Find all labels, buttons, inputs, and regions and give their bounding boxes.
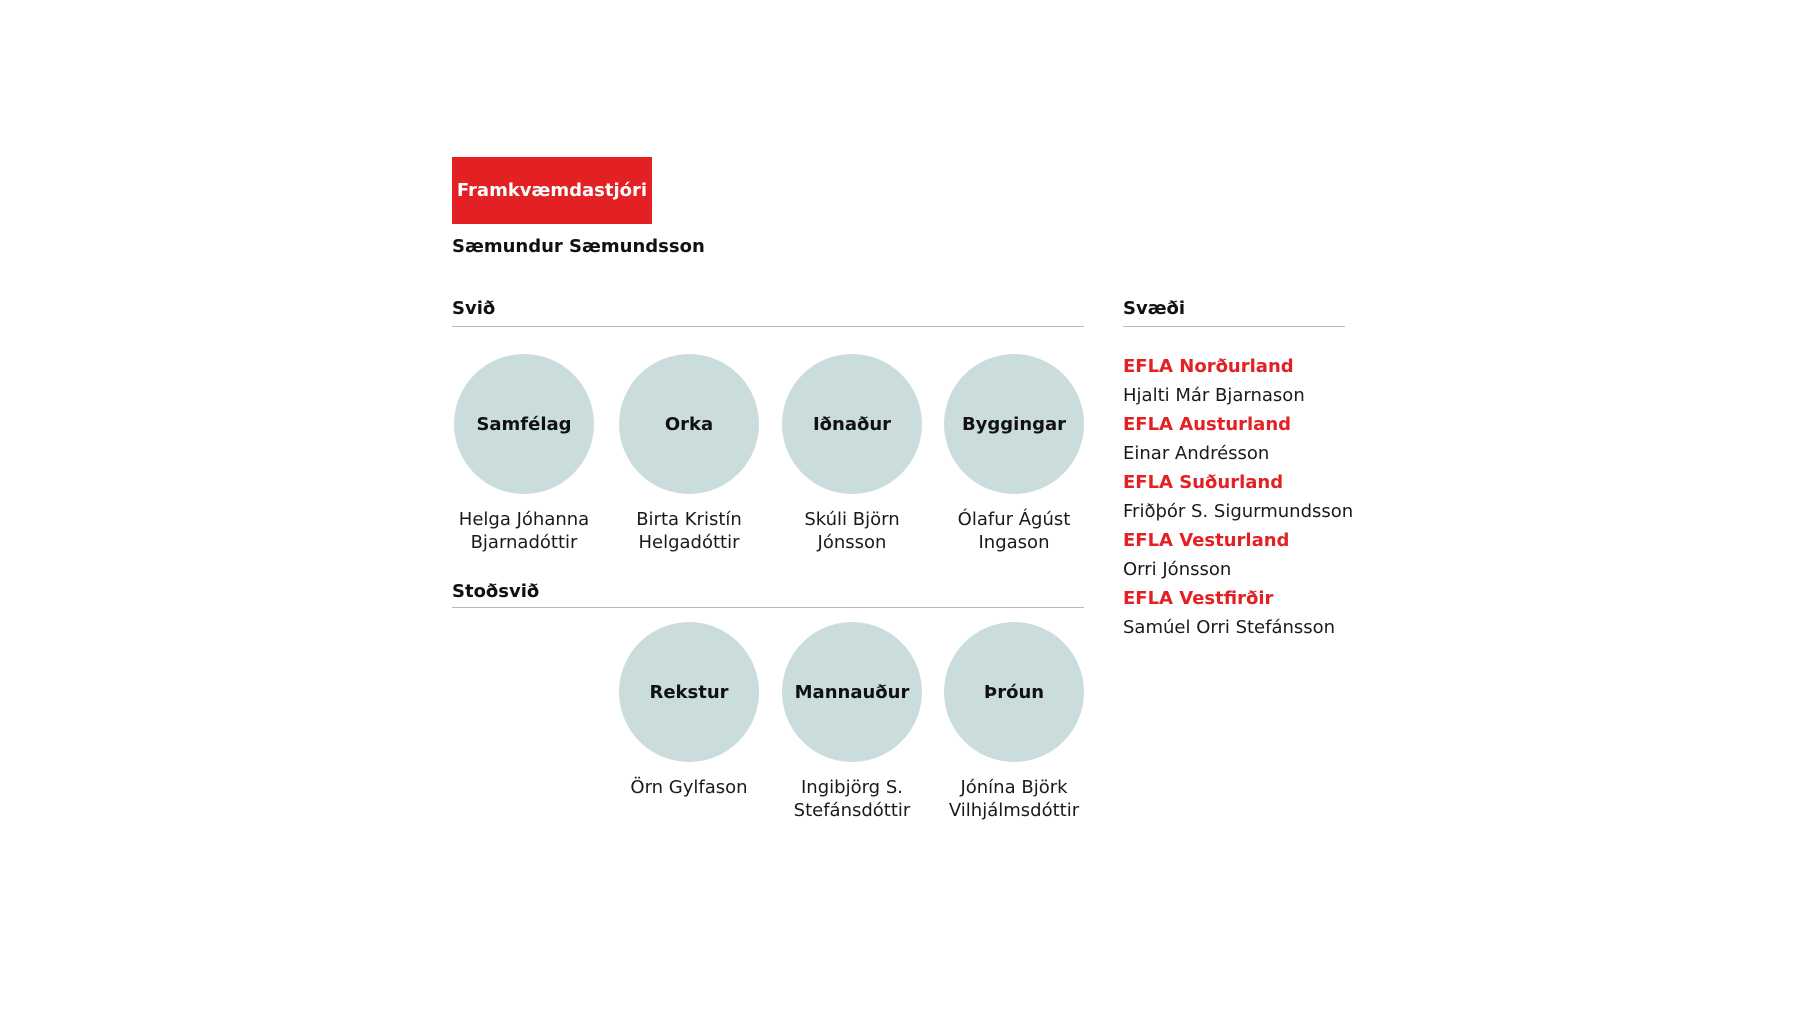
division-circle — [782, 354, 922, 494]
ceo-title-box — [452, 157, 652, 224]
ceo-title: Framkvæmdastjóri — [456, 180, 648, 201]
support-name: Mannauður — [794, 681, 910, 703]
region-list — [1123, 352, 1353, 642]
division-circle — [454, 354, 594, 494]
region-name: EFLA Vesturland — [1123, 530, 1290, 551]
region-lead: Hjalti Már Bjarnason — [1123, 385, 1305, 406]
support-circle — [619, 622, 759, 762]
division-name: Byggingar — [961, 413, 1067, 435]
support-rekstur — [607, 622, 771, 799]
region-name: EFLA Austurland — [1123, 414, 1292, 435]
support-heading: Stoðsvið — [452, 581, 540, 602]
divisions-divider — [452, 326, 1084, 327]
division-lead: Birta Kristín Helgadóttir — [636, 509, 742, 553]
region-lead: Orri Jónsson — [1123, 559, 1232, 580]
support-mannaudur — [770, 622, 934, 822]
support-divider — [452, 607, 1084, 608]
region-name: EFLA Suðurland — [1123, 472, 1284, 493]
division-byggingar — [932, 354, 1096, 554]
region-lead: Friðþór S. Sigurmundsson — [1123, 501, 1354, 522]
support-circle — [944, 622, 1084, 762]
division-circle — [944, 354, 1084, 494]
region-name: EFLA Vestfirðir — [1123, 588, 1274, 609]
support-throun — [932, 622, 1096, 822]
ceo-name: Sæmundur Sæmundsson — [452, 236, 705, 257]
division-circle — [619, 354, 759, 494]
region-lead: Einar Andrésson — [1123, 443, 1270, 464]
division-lead: Helga Jóhanna Bjarnadóttir — [458, 509, 590, 553]
support-lead: Ingibjörg S. Stefánsdóttir — [793, 777, 911, 821]
support-name: Rekstur — [649, 681, 729, 703]
region-name: EFLA Norðurland — [1123, 356, 1294, 377]
divisions-heading: Svið — [452, 298, 496, 319]
region-lead: Samúel Orri Stefánsson — [1123, 617, 1336, 638]
regions-heading: Svæði — [1123, 298, 1186, 319]
division-name: Orka — [664, 413, 714, 435]
division-idnadur — [770, 354, 934, 554]
support-circle — [782, 622, 922, 762]
division-name: Samfélag — [476, 413, 572, 435]
support-lead: Jónína Björk Vilhjálmsdóttir — [948, 777, 1080, 821]
division-name: Iðnaður — [812, 413, 892, 435]
regions-divider — [1123, 326, 1345, 327]
support-lead: Örn Gylfason — [630, 777, 748, 798]
division-lead: Skúli Björn Jónsson — [804, 509, 900, 553]
division-lead: Ólafur Ágúst Ingason — [957, 509, 1071, 553]
division-orka — [607, 354, 771, 554]
division-samfelag — [442, 354, 606, 554]
support-name: Þróun — [983, 681, 1045, 703]
